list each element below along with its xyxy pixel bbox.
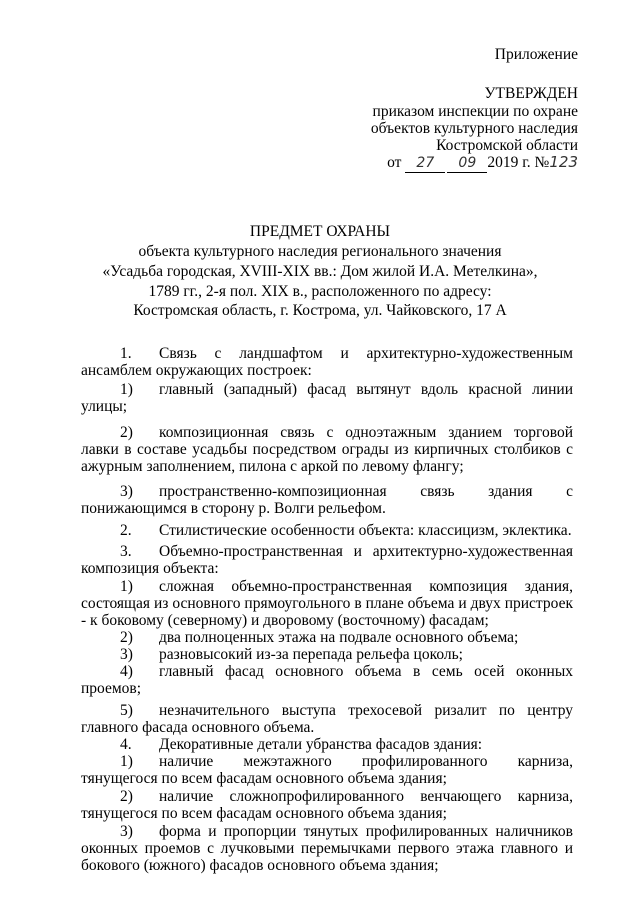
item-number: 2) bbox=[120, 629, 133, 646]
item-text: два полноценных этажа на подвале основного объема; bbox=[159, 629, 519, 646]
item-number: 2. bbox=[120, 522, 132, 539]
subtitle-line-1: объекта культурного наследия регионального значения bbox=[138, 243, 502, 260]
item-text: Декоративные детали убранства фасадов здания: bbox=[159, 736, 483, 753]
item-text: композиционная связь с одноэтажным зданием торговой лавки в составе усадьбы посредством ограды из кирпичных столбиков с ажурным заполнением, пилона с аркой по левому флангу; bbox=[81, 424, 573, 475]
year-and-number-label: 2019 г. № bbox=[487, 154, 550, 171]
item-3-2 bbox=[81, 629, 573, 646]
approval-line-2: объектов культурного наследия bbox=[370, 120, 578, 137]
item-3-4 bbox=[81, 663, 573, 697]
item-text: пространственно-композиционная связь здания с понижающимся в сторону р. Волги рельефом. bbox=[81, 483, 573, 517]
approval-line-1: приказом инспекции по охране bbox=[372, 103, 578, 120]
subtitle-line-3: 1789 гг., 2-я пол. XIX в., расположенного по адресу: bbox=[148, 283, 492, 300]
subtitle-line-4: Костромская область, г. Кострома, ул. Чайковского, 17 А bbox=[133, 302, 507, 319]
handwritten-month: 09 bbox=[447, 155, 487, 173]
item-4-1 bbox=[81, 753, 573, 787]
item-number: 3. bbox=[120, 543, 132, 560]
item-text: главный фасад основного объема в семь осей оконных проемов; bbox=[81, 663, 573, 697]
approval-line-3: Костромской области bbox=[436, 137, 578, 154]
item-3-3 bbox=[81, 646, 573, 663]
item-text: незначительного выступа трехосевой ризалит по центру главного фасада основного объема. bbox=[81, 702, 573, 736]
document-title: ПРЕДМЕТ ОХРАНЫ bbox=[249, 223, 391, 240]
appendix-label: Приложение bbox=[494, 46, 578, 63]
item-1-3 bbox=[81, 483, 573, 517]
item-text: Объемно-пространственная и архитектурно-художественная композиция объекта: bbox=[81, 543, 573, 577]
item-number: 4) bbox=[120, 663, 133, 680]
item-number: 5) bbox=[120, 702, 133, 719]
item-number: 3) bbox=[120, 483, 133, 500]
item-1-1 bbox=[81, 381, 573, 415]
item-1 bbox=[81, 345, 573, 379]
item-4-2 bbox=[81, 788, 573, 822]
item-text: сложная объемно-пространственная композиция здания, состоящая из основного прямоугольного в плане объема и двух пристроек - к боковому (северному) и дворовому (восточному) фасадам; bbox=[81, 578, 573, 629]
item-text: наличие межэтажного профилированного карниза, тянущегося по всем фасадам основного объема здания; bbox=[81, 753, 573, 787]
item-text: форма и пропорции тянутых профилированных наличников оконных проемов с лучковыми перемычками первого этажа главного и бокового (южного) фасадов основного объема здания; bbox=[81, 823, 573, 874]
item-number: 3) bbox=[120, 823, 133, 840]
item-number: 1. bbox=[120, 345, 132, 362]
date-prefix: от bbox=[387, 154, 402, 171]
item-number: 1) bbox=[120, 578, 133, 595]
item-number: 1) bbox=[120, 753, 133, 770]
item-3-1 bbox=[81, 578, 573, 629]
item-number: 4. bbox=[120, 736, 132, 753]
approval-date-line bbox=[387, 154, 578, 173]
handwritten-day: 27 bbox=[405, 155, 445, 173]
item-number: 1) bbox=[120, 381, 133, 398]
item-1-2 bbox=[81, 424, 573, 475]
item-number: 2) bbox=[120, 424, 133, 441]
item-3-5 bbox=[81, 702, 573, 736]
item-text: главный (западный) фасад вытянут вдоль красной линии улицы; bbox=[81, 381, 573, 415]
item-text: наличие сложнопрофилированного венчающего карниза, тянущегося по всем фасадам основного объема здания; bbox=[81, 788, 573, 822]
item-3 bbox=[81, 543, 573, 577]
item-text: разновысокий из-за перепада рельефа цоколь; bbox=[159, 646, 463, 663]
subtitle-line-2: «Усадьба городская, XVIII-XIX вв.: Дом жилой И.А. Метелкина», bbox=[102, 263, 538, 280]
item-text: Стилистические особенности объекта: классицизм, эклектика. bbox=[159, 522, 572, 539]
item-2 bbox=[81, 522, 573, 539]
item-text: Связь с ландшафтом и архитектурно-художественным ансамблем окружающих построек: bbox=[81, 345, 573, 379]
handwritten-number: 123 bbox=[549, 153, 578, 171]
item-number: 3) bbox=[120, 646, 133, 663]
item-4-3 bbox=[81, 823, 573, 874]
item-4 bbox=[81, 736, 573, 753]
approved-label: УТВЕРЖДЕН bbox=[484, 85, 578, 102]
item-number: 2) bbox=[120, 788, 133, 805]
